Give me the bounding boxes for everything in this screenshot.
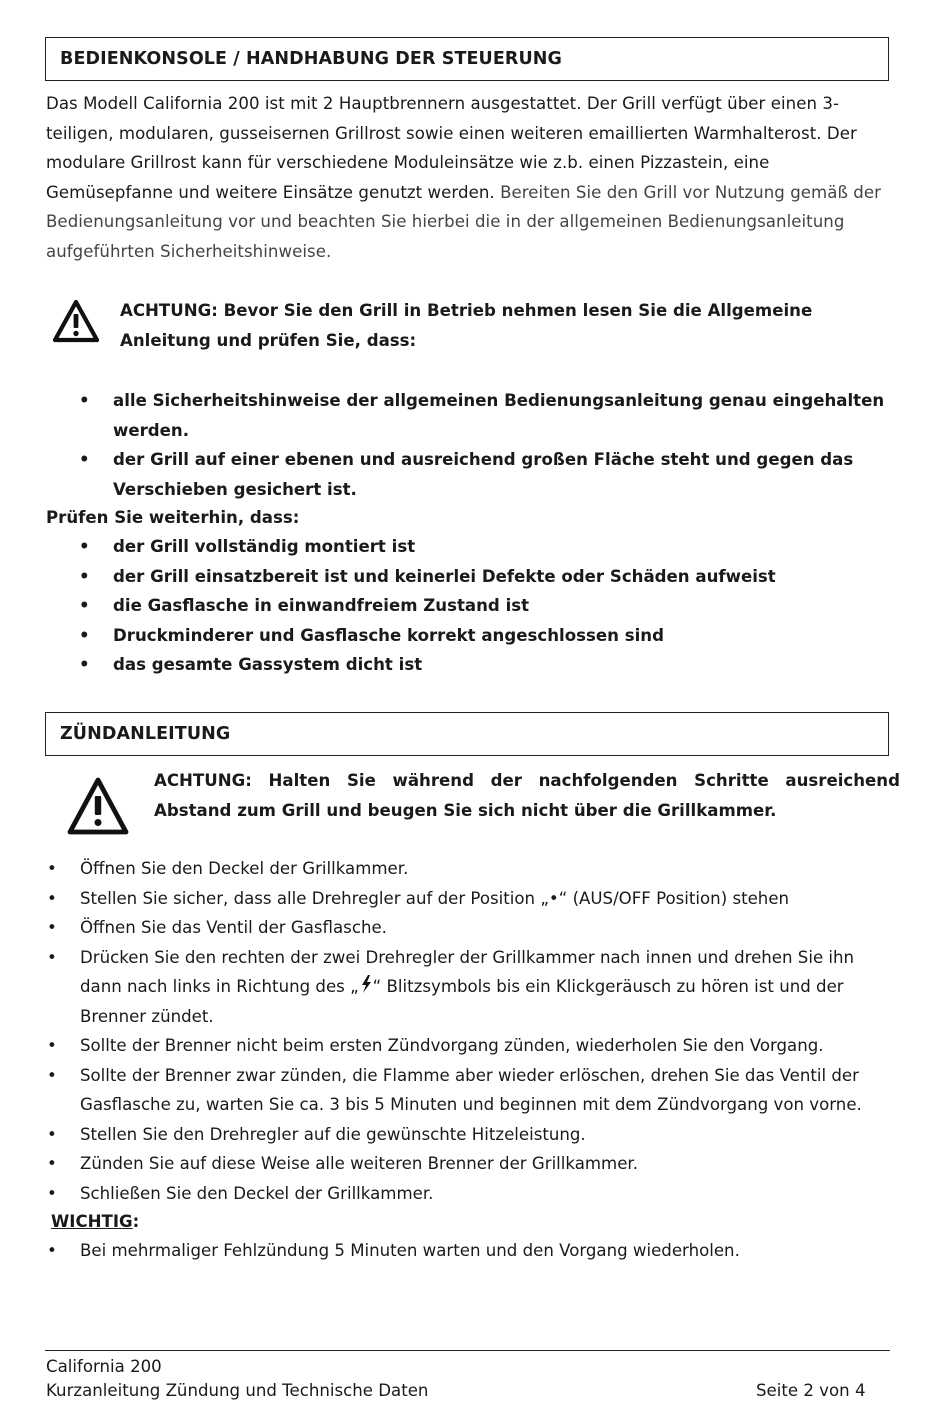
footer-page-number: Seite 2 von 4 bbox=[756, 1381, 866, 1400]
warning-text-distance: ACHTUNG: Halten Sie während der nachfolgenden Schritte ausreichend Abstand zum Grill und beugen Sie sich nicht über die Grillkammer. bbox=[154, 771, 900, 820]
list-item: • alle Sicherheitshinweise der allgemeinen Bedienungsanleitung genau eingehalten werden. bbox=[79, 391, 885, 440]
list-item: • Öffnen Sie den Deckel der Grillkammer. bbox=[47, 859, 409, 878]
intro-text: Das Modell California 200 ist mit 2 Hauptbrennern ausgestattet. Der Grill verfügt über einen 3-teiligen, modularen, gusseisernen Grillrost sowie einen weiteren emaillierten Warmhalterost. Der modulare Grillrost kann für verschiedene Moduleinsätze wie z.b. einen Pizzastein, eine Gemüsepfanne und weitere Einsätze genutzt werden. bbox=[46, 94, 857, 202]
ignition-steps-list bbox=[46, 854, 876, 1208]
list-item: • die Gasflasche in einwandfreiem Zustand ist bbox=[79, 596, 530, 615]
list-item: • der Grill auf einer ebenen und ausreichend großen Fläche steht und gegen das Verschieben gesichert ist. bbox=[79, 450, 854, 499]
list-item: • Stellen Sie den Drehregler auf die gewünschte Hitzeleistung. bbox=[47, 1124, 586, 1144]
footer-model: California 200 bbox=[46, 1357, 162, 1376]
list-item: • Drücken Sie den rechten der zwei Drehregler der Grillkammer nach innen und drehen Sie ihn dann nach links in Richtung des „ “ Blitzsymbols bis ein Klickgeräusch zu hören ist und der Brenner zündet. bbox=[47, 947, 855, 1026]
list-item: • Bei mehrmaliger Fehlzündung 5 Minuten warten und den Vorgang wiederholen. bbox=[47, 1241, 740, 1260]
section-header-bedienkonsole bbox=[45, 37, 889, 81]
important-label: WICHTIG: bbox=[51, 1212, 140, 1231]
warning-text-before-use: ACHTUNG: Bevor Sie den Grill in Betrieb nehmen lesen Sie die Allgemeine Anleitung und prüfen Sie, dass: bbox=[120, 301, 813, 350]
list-item: • das gesamte Gassystem dicht ist bbox=[79, 655, 423, 674]
list-item: • der Grill einsatzbereit ist und keinerlei Defekte oder Schäden aufweist bbox=[79, 566, 776, 586]
section-header-zuendanleitung bbox=[45, 712, 889, 756]
warning-triangle-icon bbox=[52, 299, 100, 343]
intro-text-preparation: Bereiten Sie den Grill vor Nutzung gemäß der Bedienungsanleitung vor und beachten Sie hierbei die in der allgemeinen Bedienungsanleitung aufgeführten Sicherheitshinweise. bbox=[46, 182, 882, 261]
footer-doc-title: Kurzanleitung Zündung und Technische Daten bbox=[46, 1381, 429, 1400]
check-heading: Prüfen Sie weiterhin, dass: bbox=[46, 508, 300, 527]
list-item: • der Grill vollständig montiert ist bbox=[79, 537, 416, 556]
important-list bbox=[46, 1236, 876, 1266]
section-title: BEDIENKONSOLE / HANDHABUNG DER STEUERUNG bbox=[60, 49, 562, 69]
warning-triangle-icon bbox=[66, 776, 130, 836]
further-check-list bbox=[46, 532, 906, 680]
intro-paragraph bbox=[46, 89, 896, 266]
footer-divider bbox=[45, 1350, 890, 1351]
list-item: • Sollte der Brenner zwar zünden, die Flamme aber wieder erlöschen, drehen Sie das Ventil der Gasflasche zu, warten Sie ca. 3 bis 5 Minuten und beginnen mit dem Zündvorgang von vorne. bbox=[47, 1065, 862, 1114]
lightning-bolt-icon bbox=[360, 975, 372, 993]
list-item: • Stellen Sie sicher, dass alle Drehregler auf der Position „•“ (AUS/OFF Position) stehen bbox=[47, 888, 790, 908]
list-item: • Öffnen Sie das Ventil der Gasflasche. bbox=[47, 918, 387, 937]
list-item: • Druckminderer und Gasflasche korrekt angeschlossen sind bbox=[79, 625, 664, 645]
list-item: • Schließen Sie den Deckel der Grillkammer. bbox=[47, 1183, 434, 1203]
safety-check-list bbox=[46, 386, 906, 504]
list-item: • Zünden Sie auf diese Weise alle weiteren Brenner der Grillkammer. bbox=[47, 1154, 639, 1173]
list-item: • Sollte der Brenner nicht beim ersten Zündvorgang zünden, wiederholen Sie den Vorgang. bbox=[47, 1036, 824, 1055]
section-title: ZÜNDANLEITUNG bbox=[60, 724, 231, 744]
